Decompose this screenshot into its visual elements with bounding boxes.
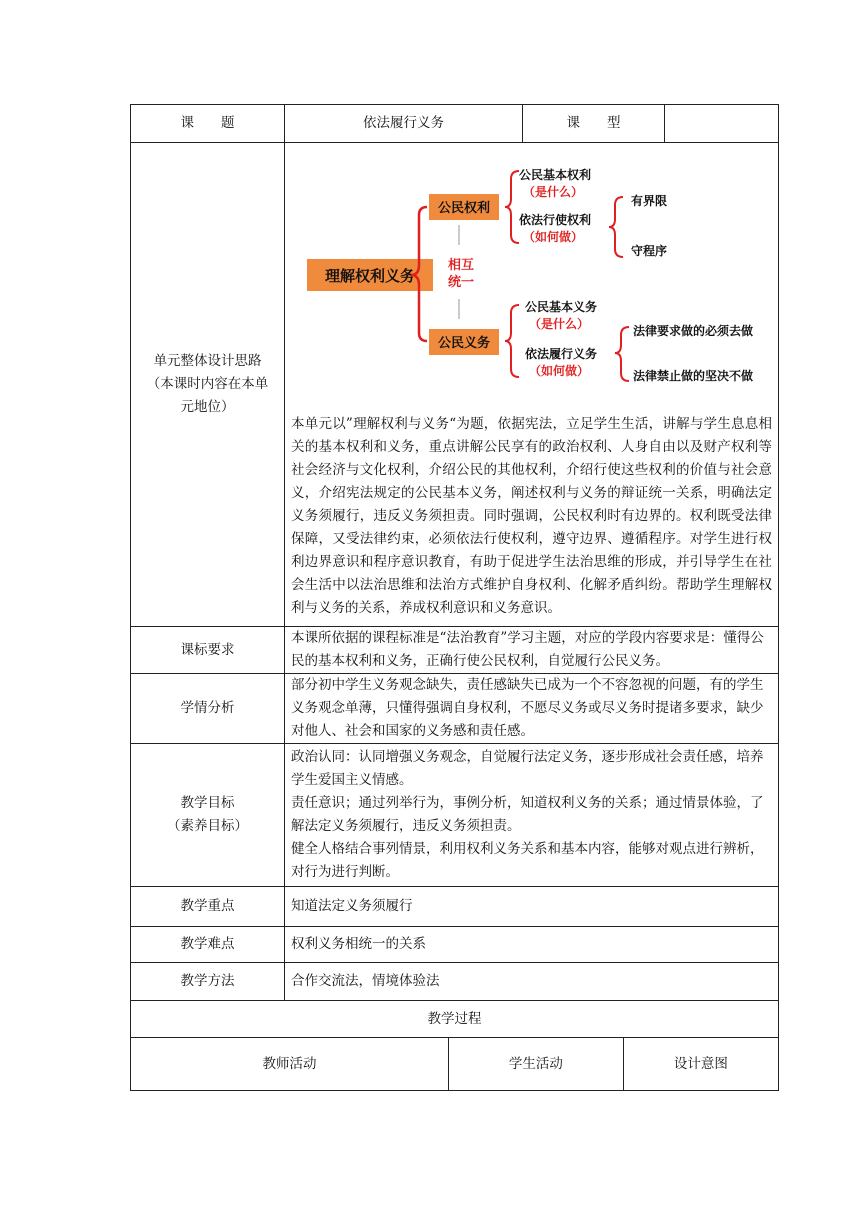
rights-text: 公民权利 xyxy=(437,201,491,216)
duties-brace xyxy=(505,305,519,377)
procedure-text: 守程序 xyxy=(631,244,668,258)
unit-design-label: 单元整体设计思路 （本课时内容在本单元地位） xyxy=(131,143,285,627)
concept-mindmap xyxy=(279,147,771,411)
rights-brace xyxy=(505,171,519,243)
exercise-brace xyxy=(609,197,623,257)
mutual-text-2: 统一 xyxy=(447,275,475,290)
rights-exercise-q: （如何做） xyxy=(523,230,584,244)
key-label: 教学重点 xyxy=(131,887,285,927)
teacher-activity-header: 教师活动 xyxy=(131,1038,448,1090)
analysis-text: 部分初中学生义务观念缺失，责任感缺失已成为一个不容忽视的问题，有的学生义务观念单薄，只懂得强调自身权利，不愿尽义务或尽义务时提诸多要求，缺少对他人、社会和国家的义务感和责任感。 xyxy=(285,674,779,744)
process-title: 教学过程 xyxy=(131,1001,779,1038)
duties-text: 公民义务 xyxy=(437,336,491,351)
goals-row xyxy=(131,744,779,887)
process-header-table xyxy=(131,1038,778,1090)
difficult-row xyxy=(131,927,779,963)
method-label: 教学方法 xyxy=(131,963,285,1001)
duties-perform: 依法履行义务 xyxy=(525,347,598,361)
rights-basic-q: （是什么） xyxy=(523,185,584,199)
lesson-plan-table xyxy=(130,104,779,1091)
method-row xyxy=(131,963,779,1001)
perform-brace xyxy=(615,327,629,381)
goals-label: 教学目标 （素养目标） xyxy=(131,744,285,887)
key-text: 知道法定义务须履行 xyxy=(285,887,779,927)
standard-row xyxy=(131,627,779,674)
topic-value: 依法履行义务 xyxy=(285,105,523,143)
must-not-text: 法律禁止做的坚决不做 xyxy=(633,369,754,383)
rights-exercise: 依法行使权利 xyxy=(519,213,592,227)
standard-label: 课标要求 xyxy=(131,627,285,674)
process-title-row xyxy=(131,1001,779,1038)
limit-text: 有界限 xyxy=(631,194,668,208)
analysis-row xyxy=(131,674,779,744)
design-intent-header: 设计意图 xyxy=(623,1038,778,1090)
analysis-label: 学情分析 xyxy=(131,674,285,744)
goals-text: 政治认同：认同增强义务观念，自觉履行法定义务，逐步形成社会责任感，培养学生爱国主义情感。 责任意识；通过列举行为，事例分析，知道权利义务的关系；通过情景体验，了解法定义务须履行，违反义务须担责。 健全人格结合事列情景，利用权利义务关系和基本内容，能够对观点进行辨析，对行为进行判断。 xyxy=(285,744,779,887)
duties-basic: 公民基本义务 xyxy=(525,300,598,314)
duties-basic-q: （是什么） xyxy=(529,317,590,331)
process-header-cell xyxy=(131,1038,779,1091)
rights-basic: 公民基本权利 xyxy=(519,168,592,182)
standard-text: 本课所依据的课程标准是“法治教育”学习主题，对应的学段内容要求是：懂得公民的基本权利和义务，正确行使公民权利，自觉履行公民义务。 xyxy=(285,627,779,674)
difficult-text: 权利义务相统一的关系 xyxy=(285,927,779,963)
must-do-text: 法律要求做的必须去做 xyxy=(633,324,754,338)
type-value xyxy=(665,105,779,143)
root-text: 理解权利义务 xyxy=(324,267,416,285)
unit-design-text: 本单元以”理解权利与义务“为题，依据宪法，立足学生生活，讲解与学生息息相关的基本权利和义务，重点讲解公民享有的政治权利、人身自由以及财产权利等社会经济与文化权利，介绍公民的其他权利，介绍行使这些权利的价值与社会意义，介绍宪法规定的公民基本义务，阐述权利与义务的辩证统一关系，明确法定义务须履行，违反义务须担责。同时强调，公民权利时有边界的。权利既受法律保障，又受法律约束，必须依法行使权利，遵守边界、遵循程序。对学生进行权利边界意识和程序意识教育，有助于促进学生法治思维的形成，并引导学生在社会生活中以法治思维和法治方式维护自身权利、化解矛盾纠纷。帮助学生理解权利与义务的关系，养成权利意识和义务意识。 xyxy=(291,416,772,616)
method-text: 合作交流法，情境体验法 xyxy=(285,963,779,1001)
unit-design-cell xyxy=(285,143,779,627)
difficult-label: 教学难点 xyxy=(131,927,285,963)
type-label: 课 型 xyxy=(523,105,665,143)
process-header-row xyxy=(131,1038,779,1091)
topic-label: 课 题 xyxy=(131,105,285,143)
key-row xyxy=(131,887,779,927)
unit-design-row xyxy=(131,143,779,627)
duties-perform-q: （如何做） xyxy=(529,364,590,378)
mutual-text-1: 相互 xyxy=(447,258,475,273)
header-row xyxy=(131,105,779,143)
student-activity-header: 学生活动 xyxy=(448,1038,623,1090)
